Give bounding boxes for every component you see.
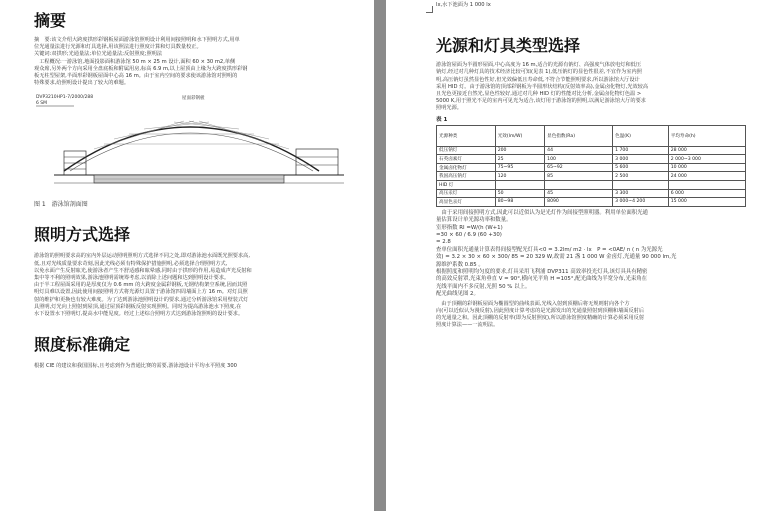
- calc-line: 效) = 3.2 × 30 × 60 × 300/ 85 = 20 329 W,故需 21 盏 1 000 W 金卤灯,光通量 90 000 lm,光: [436, 254, 677, 261]
- table-header-cell: 显色指数(Ra): [545, 125, 613, 146]
- table-cell: 15 000: [668, 198, 745, 207]
- calc-line: 由于采用间接照明方式,因此可以近似认为是光灯作为间接型照明器。利用单位面积光通: [436, 209, 648, 216]
- body-line: 根据 CIE 的建议和我国国标,且考虑到作为普通比赛的需要,游泳池设计平均水平照度 300: [34, 363, 237, 370]
- calc-line: 光线平面内不多反射,光照 50 % 以上。: [436, 283, 531, 290]
- table-cell: 45: [545, 189, 613, 198]
- table-header-cell: 光效(lm/W): [495, 125, 544, 146]
- calc-line: = 2.8: [436, 239, 451, 246]
- body-line: 低,且对光线质量要求苛刻,因此光线必须有特殊保护措施照明,必须选择合理照明方式,: [34, 260, 228, 267]
- abstract-line: 位光通量法进行光源和灯具选择,用该照法进行照度计算和灯具数量校正。: [34, 44, 202, 51]
- section-heading-light-source: 光源和灯具类型选择: [436, 36, 581, 56]
- table-cell: 金属卤化物灯: [437, 163, 496, 172]
- table-cell: 6 000: [668, 189, 745, 198]
- table-cell: 2 000~3 000: [668, 155, 745, 164]
- body-line: 的光通量之和。因此顶棚的反射率(即为反射照度),所以游泳馆照度精确的计算必须采用反射: [436, 315, 645, 322]
- body-line: 水下设置水下照明灯,提高水中能见度。经过上述综合照明方式达到游泳馆照明的设计要求。: [34, 311, 244, 318]
- table-row: [437, 146, 746, 155]
- calculation-text: [436, 210, 746, 299]
- table-cell: 5 600: [613, 163, 669, 172]
- body-line: 由于半工程屋面采用的是厚度仅为 0.6 mm 的大跨度金属彩钢板,无钢结构架空系统,因而其照: [34, 282, 248, 289]
- table-cell: 3 000~4 200: [613, 198, 669, 207]
- table-row: [437, 198, 746, 207]
- table-header-cell: 色温(K): [613, 125, 669, 146]
- calc-line: 室形指数 RI =W/(h (W+1): [436, 224, 503, 231]
- table-cell: 25: [495, 155, 544, 164]
- table-cell: 28 000: [668, 146, 745, 155]
- table-cell: 1 700: [613, 146, 669, 155]
- calc-line: 的高效反射罩,光束角垂直 V = 90°,横向光平角 H =105°,配光曲线为半宽分布,光束角在: [436, 276, 648, 283]
- table-row: [437, 155, 746, 164]
- light-source-text: [436, 62, 746, 112]
- table-cell: 石英卤素灯: [437, 155, 496, 164]
- lighting-mode-text: [34, 253, 360, 318]
- body-line: 由于顶棚的彩钢板屋面为椭圆型的曲线表面,光线入射到顶棚后将无规则射向各个方: [436, 300, 630, 307]
- table-cell: 65~92: [545, 163, 613, 172]
- body-line: 具照明,灯光向上照射到屋顶,通过屋顶彩钢板反射实现照明。同时为提高游泳池水下照度,在: [34, 303, 242, 310]
- crop-mark: [426, 6, 433, 13]
- continuation-line: lx,水下池面为 1 000 lx: [436, 2, 491, 8]
- calc-line: =30 × 60 / 6.9 (60 +30): [436, 232, 502, 238]
- table-cell: 低压钠灯: [437, 146, 496, 155]
- section-heading-illuminance-standard: 照度标准确定: [34, 335, 131, 355]
- table-cell: 我国高压钠灯: [437, 172, 496, 181]
- table-header-row: [437, 125, 746, 146]
- document-page-right: [386, 0, 760, 511]
- body-line: 游泳馆屋面为半圆形屋面,中心高度为 16 m,适合的光源有钠灯、高强度气体放电灯和低压: [436, 62, 642, 69]
- table-cell: [613, 181, 669, 190]
- table-cell: 50: [495, 189, 544, 198]
- body-line: 射的维护和更换也有较大难度。为了达到游泳池照明设计的要求,通过分析游泳馆采用壁装式灯: [34, 296, 249, 303]
- table-cell: 24 000: [668, 172, 745, 181]
- overview-line: 特殊要求,给照明设计提出了较大的难题。: [34, 80, 130, 87]
- body-line: 且光色更接近自然光,显色性较好,通过对几种 HID 灯的性能对比分析,金属卤化物灯色温 >: [436, 91, 642, 98]
- drawing-roof-label: 屋面彩钢板: [182, 96, 205, 102]
- calc-line: 源维护系数 0.85 。: [436, 261, 484, 268]
- section-heading-lighting-mode: 照明方式选择: [34, 225, 131, 245]
- table-cell: HID 灯: [437, 181, 496, 190]
- table-header-cell: 光源种类: [437, 125, 496, 146]
- table-cell: 85: [545, 172, 613, 181]
- body-line: 明,高压钠灯虽然显色性好,但光效偏低且寿命低,不符合节能照明要求,所以游泳馆大厅设计: [436, 76, 640, 83]
- table-row: [437, 181, 746, 190]
- calc-line: 查单位面积光通量计算表得间接型配光灯具<0 = 3.2lm/ m2 · lx P = <0AE/ n ( n 为光源光: [436, 246, 663, 253]
- calc-line: 根据照度和照明均匀度的要求,灯具采用飞利浦 DVP311 高效率投光灯具,该灯具具有精密: [436, 269, 648, 276]
- natatorium-section-drawing: [34, 91, 360, 195]
- calc-line: 量估算设计单光源功率和数量。: [436, 217, 512, 224]
- body-line: 集中等不利的照明效果,游泳池照明需统筹考虑,以消除上述问题和达到照明设计要求。: [34, 275, 230, 282]
- body-line: 5000 K,用于照光不足的室内可见光为适合,该灯用于游泳馆的照明,以满足游泳馆大厅的要求: [436, 98, 646, 105]
- table-cell: [545, 181, 613, 190]
- overview-line: 板无柱型屋架,半面形彩钢板屋面中心高 16 m。由于室内空间的要求使该游泳馆对照明的: [34, 73, 238, 80]
- table-cell: 80~98: [495, 198, 544, 207]
- table-cell: 高压汞灯: [437, 189, 496, 198]
- abstract-text: [34, 37, 360, 87]
- document-page-left: [0, 0, 374, 511]
- table-row: [437, 189, 746, 198]
- body-line: 钠灯,经过对几种灯具的技术经济比较可知(见表 1),低压钠灯的显色性很差,不宜作为室内照: [436, 69, 642, 76]
- table-cell: 10 000: [668, 163, 745, 172]
- drawing-label: 6 SM: [36, 101, 48, 107]
- table-cell: [495, 181, 544, 190]
- body-line: 以免水面产生反射眩光,使游泳者产生不舒适感和眩晕感,同时由于拱形的作用,易造成声光反射和: [34, 267, 252, 274]
- body-line: 明灯具难以设置,因此使用间接照明方式将光源灯具置于游泳馆四周墙面上方 16 m。对灯具照: [34, 289, 248, 296]
- table-row: [437, 172, 746, 181]
- table-cell: 100: [545, 155, 613, 164]
- table-cell: 75~95: [495, 163, 544, 172]
- abstract-line: 关键词:双拱形;光通量法;单位光通量法;反射照度;照明法: [34, 51, 163, 58]
- table-row: [437, 163, 746, 172]
- table-cell: [668, 181, 745, 190]
- table-label: 表 1: [436, 116, 448, 123]
- body-line: 照度计算法——一流明法。: [436, 322, 499, 329]
- closing-text: [436, 301, 746, 330]
- overview-line: 工程概况:一游泳馆,地面投影面积游泳馆 50 m × 25 m 设计,面积 60 × 30 m2,单侧: [34, 58, 236, 65]
- section-drawing-figure: [34, 91, 360, 195]
- table-cell: 8090: [545, 198, 613, 207]
- figure-caption: 图 1 游泳馆剖面图: [34, 201, 88, 209]
- table-cell: 高显色汞灯: [437, 198, 496, 207]
- table-cell: 44: [545, 146, 613, 155]
- table-cell: 2 500: [613, 172, 669, 181]
- calc-line: 配光曲线见图 2。: [436, 291, 479, 298]
- table-header-cell: 平均寿命(h): [668, 125, 745, 146]
- illuminance-text: [34, 363, 360, 370]
- overview-line: 观众席,另外两个方向采用全盘底板和附属用房,标高 6.9 m,以上屋顶由上缘为大跨度拱形彩钢: [34, 65, 248, 72]
- light-source-table: [436, 125, 746, 207]
- abstract-line: 摘 要:该文介绍大跨度拱形彩钢板屋面游泳馆照明设计利用间接照明和水下照明方式,用单: [34, 37, 240, 43]
- abstract-heading: 摘要: [34, 11, 67, 30]
- body-line: 照明光源。: [436, 105, 462, 112]
- table-cell: 3 000: [613, 155, 669, 164]
- body-line: 采用 HID 灯。由于游泳馆的顶部彩钢板为半圆形状结构(反射效率高),金属卤化物灯,光效较高: [436, 83, 649, 90]
- table-cell: 200: [495, 146, 544, 155]
- table-cell: 3 300: [613, 189, 669, 198]
- body-line: 向(可以近似认为漫反射),因此照度计算考虑的是光源发出的光通量照射到顶棚和墙面反射后: [436, 307, 645, 314]
- body-line: 游泳馆的照明要求高的室内外层运动照明照明方式选择不同之处,即对游泳池水面既光照要求高,: [34, 253, 250, 260]
- drawing-label: DVP3210HP1-7/2000/288: [36, 95, 94, 101]
- table-cell: 120: [495, 172, 544, 181]
